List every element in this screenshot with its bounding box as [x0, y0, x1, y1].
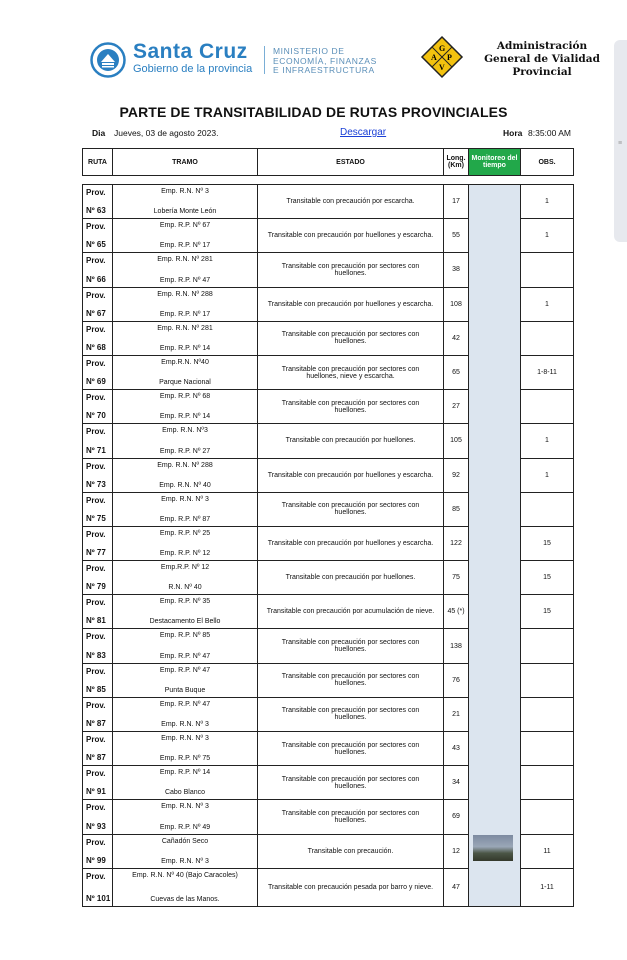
obs-cell: 1: [521, 219, 574, 253]
route-number: Nº 65: [86, 240, 106, 250]
long-cell: 85: [444, 492, 469, 526]
estado-cell: Transitable con precaución pesada por barro y nieve.: [258, 868, 444, 906]
tramo-end: Emp. R.P. Nº 14: [159, 413, 211, 421]
long-cell: 105: [444, 424, 469, 458]
tramo-end: Emp. R.P. Nº 17: [159, 242, 211, 250]
tramo-cell: [113, 561, 258, 595]
brand-subtitle: Gobierno de la provincia: [133, 63, 253, 75]
estado-cell: Transitable con precaución por sectores con huellones.: [258, 766, 444, 800]
tramo-cell: [113, 390, 258, 424]
tramo-cell: [113, 766, 258, 800]
santa-cruz-emblem-icon: [90, 42, 126, 78]
route-prefix: Prov.: [86, 222, 106, 232]
route-cell: [83, 732, 113, 766]
estado-cell: Transitable con precaución por sectores con huellones.: [258, 253, 444, 287]
route-prefix: Prov.: [86, 529, 106, 539]
ministry-line: MINISTERIO DE: [273, 46, 345, 56]
tramo-start: Emp. R.P. Nº 35: [159, 598, 211, 606]
route-cell: [83, 219, 113, 253]
tramo-end: Emp. R.P. Nº 14: [159, 344, 211, 352]
estado-cell: Transitable con precaución por sectores con huellones.: [258, 629, 444, 663]
report-date: Jueves, 03 de agosto 2023.: [114, 128, 219, 138]
tramo-end: Punta Buque: [164, 686, 206, 694]
obs-cell: 15: [521, 595, 574, 629]
long-cell: 69: [444, 800, 469, 834]
tramo-start: Emp. R.P. Nº 68: [159, 393, 211, 401]
tramo-end: Cabo Blanco: [164, 789, 206, 797]
estado-cell: Transitable con precaución por acumulación de nieve.: [258, 595, 444, 629]
estado-cell: Transitable con precaución por huellones y escarcha.: [258, 526, 444, 560]
ministry-line: E INFRAESTRUCTURA: [273, 65, 375, 75]
tramo-start: Emp. R.N. Nº 3: [161, 188, 209, 195]
route-prefix: Prov.: [86, 871, 106, 881]
route-cell: [83, 766, 113, 800]
tramo-start: Emp. R.N. Nº 281: [157, 324, 213, 332]
route-cell: [83, 595, 113, 629]
tramo-cell: [113, 663, 258, 697]
route-number: Nº 101: [86, 893, 111, 903]
brand-title: Santa Cruz: [133, 40, 248, 63]
tramo-end: Emp. R.N. Nº 40: [159, 481, 211, 489]
long-cell: 21: [444, 697, 469, 731]
tramo-cell: [113, 492, 258, 526]
tramo-cell: [113, 287, 258, 321]
estado-cell: Transitable con precaución por escarcha.: [258, 185, 444, 219]
route-prefix: Prov.: [86, 290, 106, 300]
tramo-start: Emp. R.N. Nº 3: [161, 495, 209, 503]
tramo-end: Emp. R.P. Nº 12: [159, 550, 211, 558]
obs-cell: 15: [521, 526, 574, 560]
long-cell: 12: [444, 834, 469, 868]
obs-cell: [521, 492, 574, 526]
route-cell: [83, 834, 113, 868]
route-prefix: Prov.: [86, 632, 106, 642]
obs-cell: 15: [521, 561, 574, 595]
tramo-cell: [113, 834, 258, 868]
route-cell: [83, 561, 113, 595]
tramo-start: Emp. R.N. Nº 281: [157, 256, 213, 264]
tramo-end: Emp. R.P. Nº 49: [159, 823, 211, 831]
long-cell: 75: [444, 561, 469, 595]
report-title: PARTE DE TRANSITABILIDAD DE RUTAS PROVINCIALES: [119, 104, 508, 120]
col-header-long-line: (Km): [448, 162, 464, 169]
estado-cell: Transitable con precaución.: [258, 834, 444, 868]
col-header-long-line: Long.: [446, 155, 466, 162]
tramo-end: Emp. R.P. Nº 87: [159, 515, 211, 523]
long-cell: 27: [444, 390, 469, 424]
tramo-cell: [113, 629, 258, 663]
route-prefix: Prov.: [86, 700, 106, 710]
tramo-end: Emp. R.P. Nº 27: [159, 447, 211, 455]
route-number: Nº 93: [86, 821, 106, 831]
tramo-start: Emp. R.N. Nº 40 (Bajo Caracoles): [132, 871, 238, 879]
estado-cell: Transitable con precaución por huellones.: [258, 424, 444, 458]
agvp-letter: V: [439, 63, 445, 72]
table-header: [82, 148, 574, 176]
table-row: [83, 185, 574, 219]
agency-line: Provincial: [512, 66, 572, 78]
route-number: Nº 73: [86, 479, 106, 489]
route-number: Nº 75: [86, 513, 106, 523]
tramo-cell: [113, 321, 258, 355]
tramo-cell: [113, 253, 258, 287]
long-cell: 42: [444, 321, 469, 355]
route-cell: [83, 458, 113, 492]
obs-cell: [521, 629, 574, 663]
tramo-cell: [113, 868, 258, 906]
route-prefix: Prov.: [86, 837, 106, 847]
tramo-start: Emp.R.N. Nº40: [161, 358, 209, 366]
obs-cell: [521, 800, 574, 834]
obs-cell: 1-8-11: [521, 355, 574, 389]
tramo-start: Emp.R.P. Nº 12: [160, 564, 210, 572]
route-number: Nº 91: [86, 787, 106, 797]
side-scroll-tab[interactable]: [614, 40, 627, 242]
estado-cell: Transitable con precaución por sectores con huellones.: [258, 732, 444, 766]
route-number: Nº 85: [86, 684, 106, 694]
long-cell: 47: [444, 868, 469, 906]
long-cell: 38: [444, 253, 469, 287]
tramo-cell: [113, 595, 258, 629]
route-prefix: Prov.: [86, 666, 106, 676]
col-header-monitor-line: tiempo: [483, 162, 506, 169]
tramo-cell: [113, 424, 258, 458]
grip-icon: ≡: [618, 140, 623, 147]
agency-line: General de Vialidad: [484, 53, 600, 65]
tramo-start: Emp. R.N. Nº 3: [161, 735, 209, 742]
long-cell: 138: [444, 629, 469, 663]
tramo-start: Emp. R.P. Nº 25: [159, 529, 211, 537]
agvp-logo-icon: [420, 35, 464, 79]
route-cell: [83, 185, 113, 219]
ministry-name: [273, 47, 393, 76]
obs-cell: [521, 732, 574, 766]
agency-line: Administración: [496, 40, 588, 52]
tramo-cell: [113, 355, 258, 389]
route-cell: [83, 800, 113, 834]
obs-cell: [521, 321, 574, 355]
route-number: Nº 70: [86, 411, 106, 421]
ministry-line: ECONOMÍA, FINANZAS: [273, 55, 377, 66]
estado-cell: Transitable con precaución por sectores con huellones.: [258, 800, 444, 834]
obs-cell: 1: [521, 185, 574, 219]
tramo-start: Emp. R.N. Nº3: [162, 427, 208, 435]
agvp-letter: A: [431, 53, 437, 62]
tramo-cell: [113, 219, 258, 253]
tramo-end: Destacamento El Bello: [149, 618, 221, 626]
route-prefix: Prov.: [86, 393, 106, 403]
tramo-start: Emp. R.P. Nº 85: [159, 632, 211, 640]
tramo-start: Emp. R.P. Nº 47: [159, 700, 211, 708]
long-cell: 45 (*): [444, 595, 469, 629]
estado-cell: Transitable con precaución por sectores con huellones.: [258, 663, 444, 697]
route-number: Nº 68: [86, 342, 106, 352]
tramo-end: Parque Nacional: [159, 379, 211, 387]
routes-table: [82, 184, 574, 907]
long-cell: 76: [444, 663, 469, 697]
estado-cell: Transitable con precaución por sectores con huellones.: [258, 697, 444, 731]
tramo-end: Emp. R.P. Nº 75: [159, 755, 211, 763]
obs-cell: [521, 663, 574, 697]
col-header-monitor-line: Monitoreo del: [471, 155, 518, 162]
download-link[interactable]: Descargar: [340, 127, 387, 138]
obs-cell: 1: [521, 424, 574, 458]
route-cell: [83, 287, 113, 321]
estado-cell: Transitable con precaución por huellones y escarcha.: [258, 287, 444, 321]
tramo-end: Emp. R.N. Nº 3: [161, 721, 209, 728]
col-header-ruta: RUTA: [83, 149, 113, 176]
long-cell: 55: [444, 219, 469, 253]
estado-cell: Transitable con precaución por sectores con huellones.: [258, 321, 444, 355]
route-number: Nº 63: [86, 206, 106, 216]
route-prefix: Prov.: [86, 564, 106, 574]
col-header-obs: OBS.: [521, 149, 574, 176]
tramo-cell: [113, 185, 258, 219]
estado-cell: Transitable con precaución por huellones y escarcha.: [258, 458, 444, 492]
long-cell: 108: [444, 287, 469, 321]
route-cell: [83, 355, 113, 389]
long-cell: 34: [444, 766, 469, 800]
time-label: Hora: [503, 128, 523, 138]
route-number: Nº 87: [86, 719, 106, 728]
tramo-end: Emp. R.N. Nº 3: [161, 857, 209, 865]
tramo-start: Emp. R.N. Nº 288: [157, 290, 213, 298]
obs-cell: [521, 697, 574, 731]
route-number: Nº 69: [86, 377, 106, 387]
obs-cell: 1-11: [521, 868, 574, 906]
route-number: Nº 79: [86, 582, 106, 592]
estado-cell: Transitable con precaución por huellones y escarcha.: [258, 219, 444, 253]
route-prefix: Prov.: [86, 324, 106, 334]
route-cell: [83, 663, 113, 697]
long-cell: 122: [444, 526, 469, 560]
estado-cell: Transitable con precaución por sectores con huellones, nieve y escarcha.: [258, 355, 444, 389]
route-cell: [83, 868, 113, 906]
tramo-end: Emp. R.P. Nº 47: [159, 276, 211, 284]
agvp-letter: G: [439, 44, 446, 53]
tramo-start: Emp. R.P. Nº 47: [159, 666, 211, 674]
col-header-estado: ESTADO: [258, 149, 444, 176]
route-prefix: Prov.: [86, 495, 106, 505]
route-number: Nº 77: [86, 548, 106, 558]
tramo-start: Emp. R.P. Nº 67: [159, 222, 211, 230]
day-label: Dia: [92, 128, 106, 138]
route-prefix: Prov.: [86, 256, 106, 266]
monitor-column: [469, 185, 521, 907]
weather-camera-thumbnail[interactable]: [473, 835, 513, 861]
long-cell: 65: [444, 355, 469, 389]
route-prefix: Prov.: [86, 427, 106, 437]
tramo-start: Emp. R.N. Nº 3: [161, 803, 209, 811]
estado-cell: Transitable con precaución por sectores con huellones.: [258, 492, 444, 526]
tramo-cell: [113, 732, 258, 766]
route-number: Nº 81: [86, 616, 106, 626]
long-cell: 43: [444, 732, 469, 766]
route-prefix: Prov.: [86, 735, 106, 744]
route-prefix: Prov.: [86, 803, 106, 813]
obs-cell: 1: [521, 287, 574, 321]
tramo-cell: [113, 800, 258, 834]
route-prefix: Prov.: [86, 598, 106, 608]
obs-cell: [521, 253, 574, 287]
header-divider: [264, 46, 265, 74]
obs-cell: 11: [521, 834, 574, 868]
tramo-end: R.N. Nº 40: [168, 584, 202, 592]
route-number: Nº 67: [86, 308, 106, 318]
obs-cell: 1: [521, 458, 574, 492]
col-header-tramo: TRAMO: [113, 149, 258, 176]
route-cell: [83, 253, 113, 287]
tramo-cell: [113, 526, 258, 560]
col-header-monitor: [469, 149, 521, 176]
tramo-cell: [113, 697, 258, 731]
col-header-long: [444, 149, 469, 176]
route-number: Nº 87: [86, 753, 106, 763]
route-cell: [83, 424, 113, 458]
route-prefix: Prov.: [86, 188, 106, 197]
estado-cell: Transitable con precaución por huellones.: [258, 561, 444, 595]
long-cell: 92: [444, 458, 469, 492]
tramo-start: Cañadón Seco: [161, 837, 209, 845]
route-cell: [83, 492, 113, 526]
tramo-start: Emp. R.P. Nº 14: [159, 769, 211, 777]
tramo-end: Emp. R.P. Nº 47: [159, 652, 211, 660]
report-time: 8:35:00 AM: [528, 128, 572, 138]
tramo-end: Lobería Monte León: [153, 208, 217, 216]
estado-cell: Transitable con precaución por sectores con huellones.: [258, 390, 444, 424]
tramo-end: Cuevas de las Manos.: [150, 895, 220, 903]
route-number: Nº 83: [86, 650, 106, 660]
route-number: Nº 66: [86, 274, 106, 284]
route-cell: [83, 697, 113, 731]
route-number: Nº 99: [86, 855, 106, 865]
obs-cell: [521, 390, 574, 424]
route-number: Nº 71: [86, 445, 106, 455]
route-cell: [83, 390, 113, 424]
agency-name: [468, 40, 616, 79]
agvp-letter: P: [447, 53, 452, 62]
obs-cell: [521, 766, 574, 800]
tramo-end: Emp. R.P. Nº 17: [159, 310, 211, 318]
long-cell: 17: [444, 185, 469, 219]
route-cell: [83, 321, 113, 355]
tramo-start: Emp. R.N. Nº 288: [157, 461, 213, 469]
route-prefix: Prov.: [86, 358, 106, 368]
route-prefix: Prov.: [86, 769, 106, 779]
route-cell: [83, 526, 113, 560]
tramo-cell: [113, 458, 258, 492]
route-cell: [83, 629, 113, 663]
route-prefix: Prov.: [86, 461, 106, 471]
